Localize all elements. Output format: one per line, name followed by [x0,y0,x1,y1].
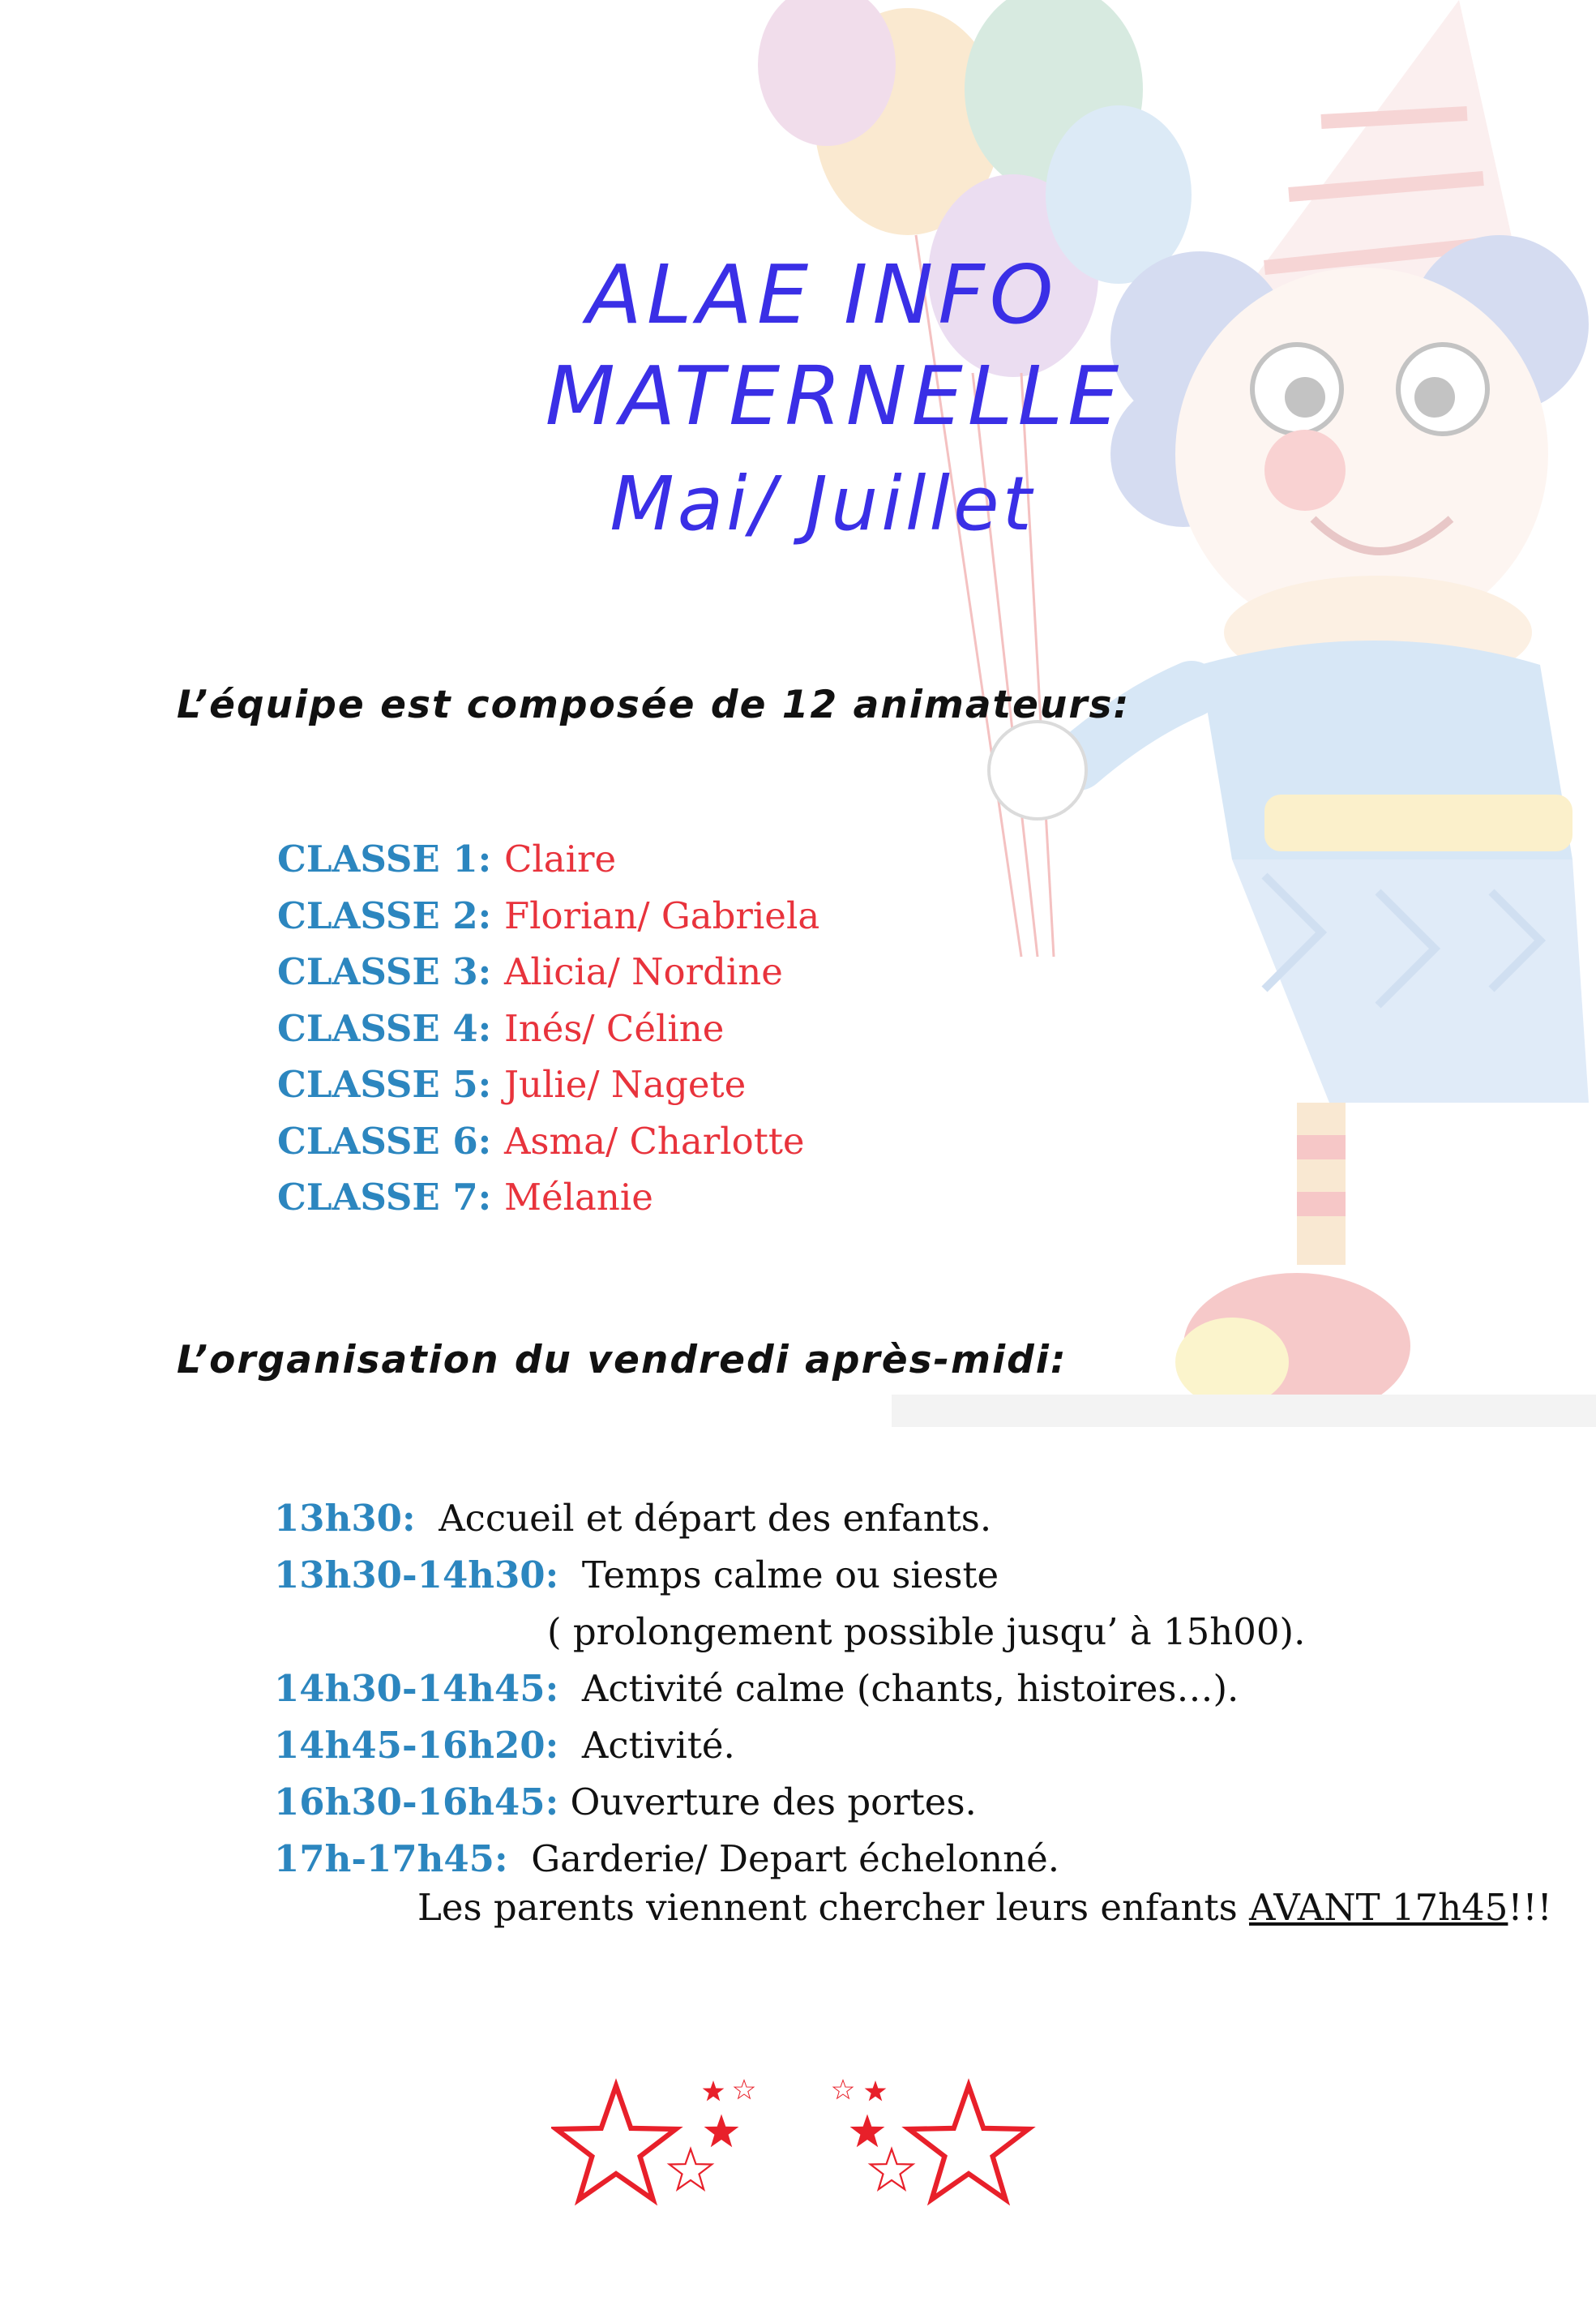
friday-heading: L’organisation du vendredi après-midi: [177,1338,1068,1382]
schedule-text: Temps calme ou sieste [581,1553,999,1596]
schedule-time: 16h30-16h45: [274,1780,559,1823]
class-item: CLASSE 6: Asma/ Charlotte [277,1119,805,1163]
schedule-time: 13h30-14h30: [274,1553,559,1596]
class-item: CLASSE 3: Alicia/ Nordine [277,950,783,993]
team-heading: L’équipe est composée de 12 animateurs: [177,683,1131,727]
class-label: CLASSE 5 [277,1063,478,1106]
class-item: CLASSE 7: Mélanie [277,1176,653,1219]
schedule-text: ( prolongement possible jusqu’ à 15h00). [547,1610,1306,1653]
schedule-item [274,1774,1305,1831]
title-line-2: MATERNELLE [545,349,1124,444]
parents-note-exclaim: !!! [1508,1886,1552,1929]
schedule-text: Accueil et départ des enfants. [439,1497,992,1540]
parents-note [417,1879,1552,1936]
class-names: Mélanie [503,1176,653,1219]
schedule-time: 14h45-16h20: [274,1724,559,1767]
class-list [277,831,819,1226]
class-label: CLASSE 1 [277,838,478,881]
class-label: CLASSE 3 [277,950,478,993]
class-names: Claire [503,838,617,881]
class-names: Julie/ Nagete [503,1063,747,1106]
title-line-1: ALAE INFO [586,247,1059,342]
parents-note-text: Les parents viennent chercher leurs enfants [417,1886,1249,1929]
schedule-text: Ouverture des portes. [570,1780,977,1823]
schedule-text: Garderie/ Depart échelonné. [531,1837,1059,1880]
class-label: CLASSE 6 [277,1119,478,1163]
class-names: Inés/ Céline [503,1006,725,1050]
class-names: Florian/ Gabriela [503,893,820,937]
schedule-time: 14h30-14h45: [274,1667,559,1710]
class-item: CLASSE 4: Inés/ Céline [277,1006,725,1050]
schedule-item [274,1717,1305,1774]
stars-icon [551,2059,1038,2222]
class-item: CLASSE 2: Florian/ Gabriela [277,893,820,937]
class-label: CLASSE 7 [277,1176,478,1219]
schedule-time: 17h-17h45: [274,1837,508,1880]
class-names: Alicia/ Nordine [503,950,783,993]
schedule-text: Activité. [581,1724,735,1767]
class-label: CLASSE 4 [277,1006,478,1050]
parents-note-deadline: AVANT 17h45 [1249,1886,1508,1929]
schedule-list [274,1490,1305,1888]
title-line-3: Mai/ Juillet [610,461,1035,547]
schedule-item [274,1490,1305,1547]
class-names: Asma/ Charlotte [503,1119,805,1163]
schedule-item [274,1604,1305,1661]
schedule-text: Activité calme (chants, histoires…). [581,1667,1239,1710]
class-item: CLASSE 5: Julie/ Nagete [277,1063,747,1106]
schedule-item [274,1547,1305,1604]
schedule-time: 13h30: [274,1497,416,1540]
class-item: CLASSE 1: Claire [277,838,617,881]
schedule-item [274,1661,1305,1717]
class-label: CLASSE 2 [277,893,478,937]
